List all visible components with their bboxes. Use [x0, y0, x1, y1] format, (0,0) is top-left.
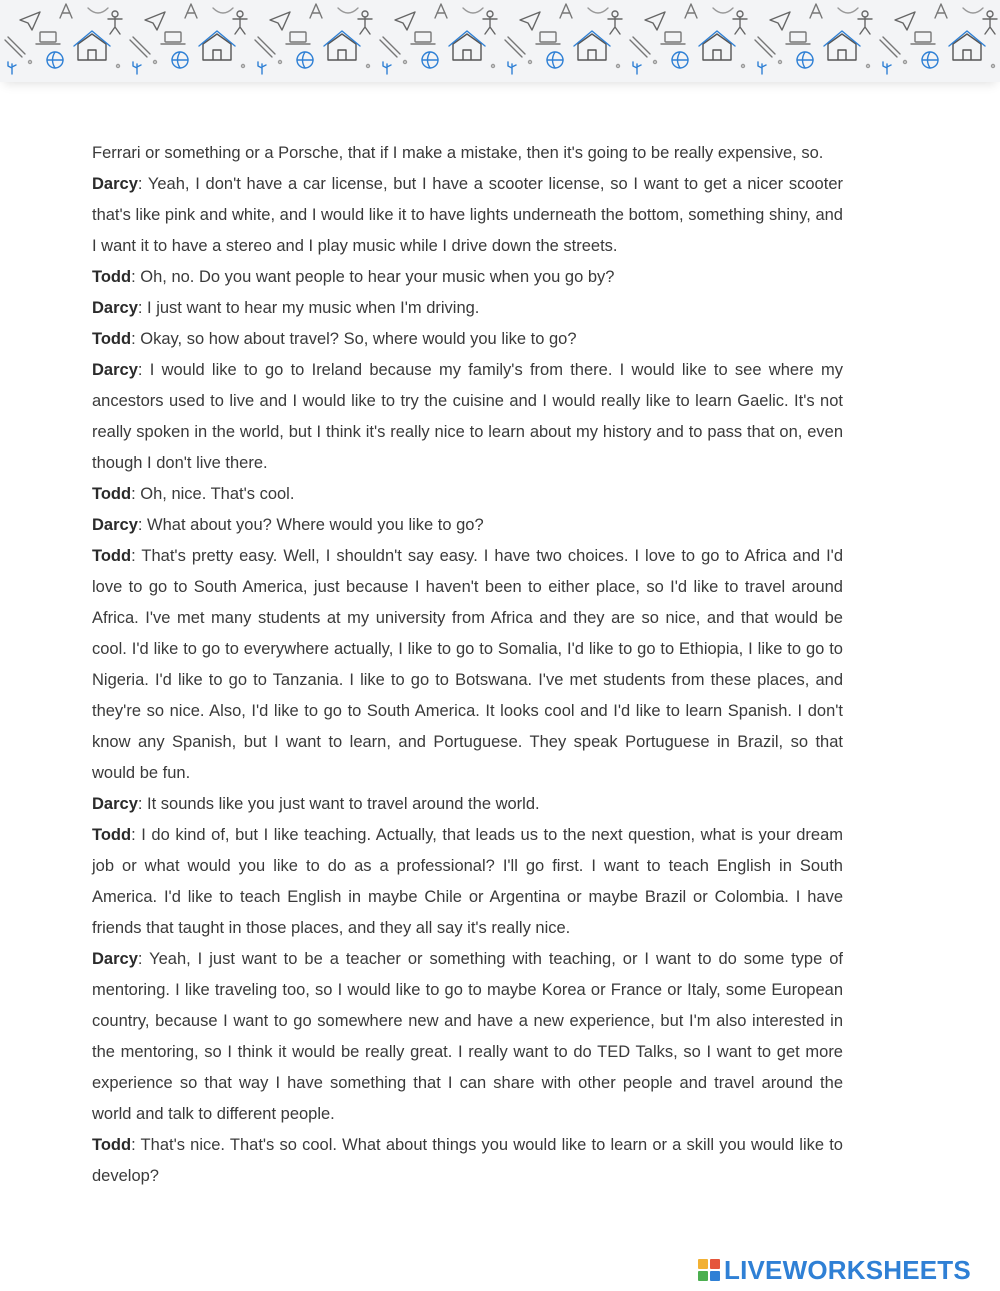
- paper-plane-icon: [395, 12, 415, 30]
- person-icon: [237, 11, 243, 17]
- paper-plane-icon: [895, 12, 915, 30]
- dialogue-text: : I would like to go to Ireland because my family's from there. I would like to see where my ancestors used to live and I would like to try the cuisine and I would really like to learn Gaelic. It's not really spoken in the world, but I think it's really nice to learn about my history and to pass that on, even though I don't live there.: [92, 361, 843, 472]
- person-icon: [737, 11, 743, 17]
- house-icon: [453, 34, 481, 60]
- logo-blocks-icon: [698, 1259, 720, 1281]
- house-icon: [703, 34, 731, 60]
- scissors-icon: [588, 8, 608, 13]
- dialogue-text: : Yeah, I just want to be a teacher or something with teaching, or I want to do some type of mentoring. I like traveling too, so I would like to go to maybe Korea or France or Italy, some European country, because I want to go somewhere new and have a new experience, but I'm also interested in the mentoring, so I think it would be really great. I really want to do TED Talks, so I want to get more experience so that way I have something that I can share with other people and travel around the world and talk to different people.: [92, 950, 843, 1123]
- cactus-icon: [8, 62, 16, 74]
- laptop-icon: [165, 32, 181, 42]
- laptop-icon: [790, 32, 806, 42]
- scissors-icon: [838, 8, 858, 13]
- house-icon: [953, 34, 981, 60]
- speaker-name: Darcy: [92, 299, 138, 317]
- letter-a-icon: [560, 4, 572, 18]
- speaker-name: Darcy: [92, 795, 138, 813]
- dialogue-text: : Okay, so how about travel? So, where would you like to go?: [131, 330, 577, 348]
- letter-a-icon: [935, 4, 947, 18]
- laptop-icon: [665, 32, 681, 42]
- doodle-pattern: [0, 0, 1000, 82]
- scissors-icon: [713, 8, 733, 13]
- header-doodle-band: [0, 0, 1000, 82]
- scissors-icon: [213, 8, 233, 13]
- speaker-name: Darcy: [92, 950, 138, 968]
- speaker-name: Todd: [92, 1136, 132, 1154]
- dialogue-text: Ferrari or something or a Porsche, that if I make a mistake, then it's going to be really expensive, so.: [92, 144, 824, 162]
- dialogue-line: [92, 510, 843, 541]
- cactus-icon: [258, 62, 266, 74]
- dialogue-text: : Oh, nice. That's cool.: [131, 485, 295, 503]
- speaker-name: Darcy: [92, 175, 138, 193]
- dialogue-line: [92, 479, 843, 510]
- logo-text: LIVEWORKSHEETS: [724, 1254, 971, 1285]
- laptop-icon: [915, 32, 931, 42]
- transcript: [92, 138, 843, 1192]
- person-icon: [987, 11, 993, 17]
- person-icon: [862, 11, 868, 17]
- paper-plane-icon: [145, 12, 165, 30]
- dialogue-line: [92, 789, 843, 820]
- dialogue-line: [92, 262, 843, 293]
- letter-a-icon: [810, 4, 822, 18]
- dialogue-line: [92, 541, 843, 789]
- pencil-icon: [255, 37, 275, 57]
- pencil-icon: [755, 37, 775, 57]
- dialogue-line: [92, 820, 843, 944]
- house-icon: [78, 34, 106, 60]
- house-icon: [578, 34, 606, 60]
- person-icon: [487, 11, 493, 17]
- cactus-icon: [883, 62, 891, 74]
- paper-plane-icon: [20, 12, 40, 30]
- paper-plane-icon: [645, 12, 665, 30]
- dialogue-text: : That's nice. That's so cool. What about things you would like to learn or a skill you would like to develop?: [92, 1136, 843, 1185]
- scissors-icon: [463, 8, 483, 13]
- dialogue-line: [92, 138, 843, 169]
- letter-a-icon: [310, 4, 322, 18]
- speaker-name: Todd: [92, 826, 132, 844]
- scissors-icon: [88, 8, 108, 13]
- person-icon: [362, 11, 368, 17]
- speaker-name: Todd: [92, 268, 132, 286]
- dialogue-text: : Oh, no. Do you want people to hear your music when you go by?: [131, 268, 615, 286]
- dialogue-text: : I just want to hear my music when I'm driving.: [137, 299, 480, 317]
- cactus-icon: [508, 62, 516, 74]
- pencil-icon: [130, 37, 150, 57]
- speaker-name: Todd: [92, 330, 132, 348]
- laptop-icon: [290, 32, 306, 42]
- pencil-icon: [880, 37, 900, 57]
- dialogue-line: [92, 1130, 843, 1192]
- cactus-icon: [133, 62, 141, 74]
- dialogue-text: : That's pretty easy. Well, I shouldn't say easy. I have two choices. I love to go to Africa and I'd love to go to South America, just because I haven't been to either place, so I'd like to travel around Africa. I've met many students at my university from Africa and they are so nice, and that would be cool. I'd like to go to everywhere actually, I like to go to Somalia, I'd like to go to Ethiopia, I like to go to Nigeria. I'd like to go to Tanzania. I like to go to Botswana. I've met students from these places, and they're so nice. Also, I'd like to go to South America. It looks cool and I'd like to learn Spanish. I don't know any Spanish, but I want to learn, and Portuguese. They speak Portuguese in Brazil, so that would be fun.: [92, 547, 843, 782]
- cactus-icon: [383, 62, 391, 74]
- dialogue-line: [92, 355, 843, 479]
- house-icon: [328, 34, 356, 60]
- dialogue-text: : I do kind of, but I like teaching. Actually, that leads us to the next question, what is your dream job or what would you like to do as a professional? I'll go first. I want to teach English in South America. I'd like to teach English in maybe Chile or Argentina or maybe Brazil or Colombia. I have friends that taught in those places, and they all say it's really nice.: [92, 826, 843, 937]
- liveworksheets-logo: [698, 1254, 971, 1286]
- letter-a-icon: [60, 4, 72, 18]
- laptop-icon: [540, 32, 556, 42]
- house-icon: [828, 34, 856, 60]
- pencil-icon: [380, 37, 400, 57]
- dialogue-text: : It sounds like you just want to travel around the world.: [137, 795, 540, 813]
- dialogue-line: [92, 169, 843, 262]
- pencil-icon: [505, 37, 525, 57]
- dialogue-line: [92, 944, 843, 1130]
- house-icon: [203, 34, 231, 60]
- scissors-icon: [963, 8, 983, 13]
- letter-a-icon: [435, 4, 447, 18]
- letter-a-icon: [685, 4, 697, 18]
- speaker-name: Darcy: [92, 516, 138, 534]
- pencil-icon: [630, 37, 650, 57]
- laptop-icon: [40, 32, 56, 42]
- speaker-name: Darcy: [92, 361, 138, 379]
- person-icon: [612, 11, 618, 17]
- dialogue-text: : Yeah, I don't have a car license, but I have a scooter license, so I want to get a nicer scooter that's like pink and white, and I would like it to have lights underneath the bottom, something shiny, and I want it to have a stereo and I play music while I drive down the streets.: [92, 175, 843, 255]
- cactus-icon: [633, 62, 641, 74]
- pencil-icon: [5, 37, 25, 57]
- person-icon: [112, 11, 118, 17]
- dialogue-line: [92, 293, 843, 324]
- dialogue-text: : What about you? Where would you like to go?: [137, 516, 484, 534]
- speaker-name: Todd: [92, 547, 132, 565]
- dialogue-line: [92, 324, 843, 355]
- letter-a-icon: [185, 4, 197, 18]
- paper-plane-icon: [770, 12, 790, 30]
- paper-plane-icon: [270, 12, 290, 30]
- scissors-icon: [338, 8, 358, 13]
- speaker-name: Todd: [92, 485, 132, 503]
- laptop-icon: [415, 32, 431, 42]
- paper-plane-icon: [520, 12, 540, 30]
- cactus-icon: [758, 62, 766, 74]
